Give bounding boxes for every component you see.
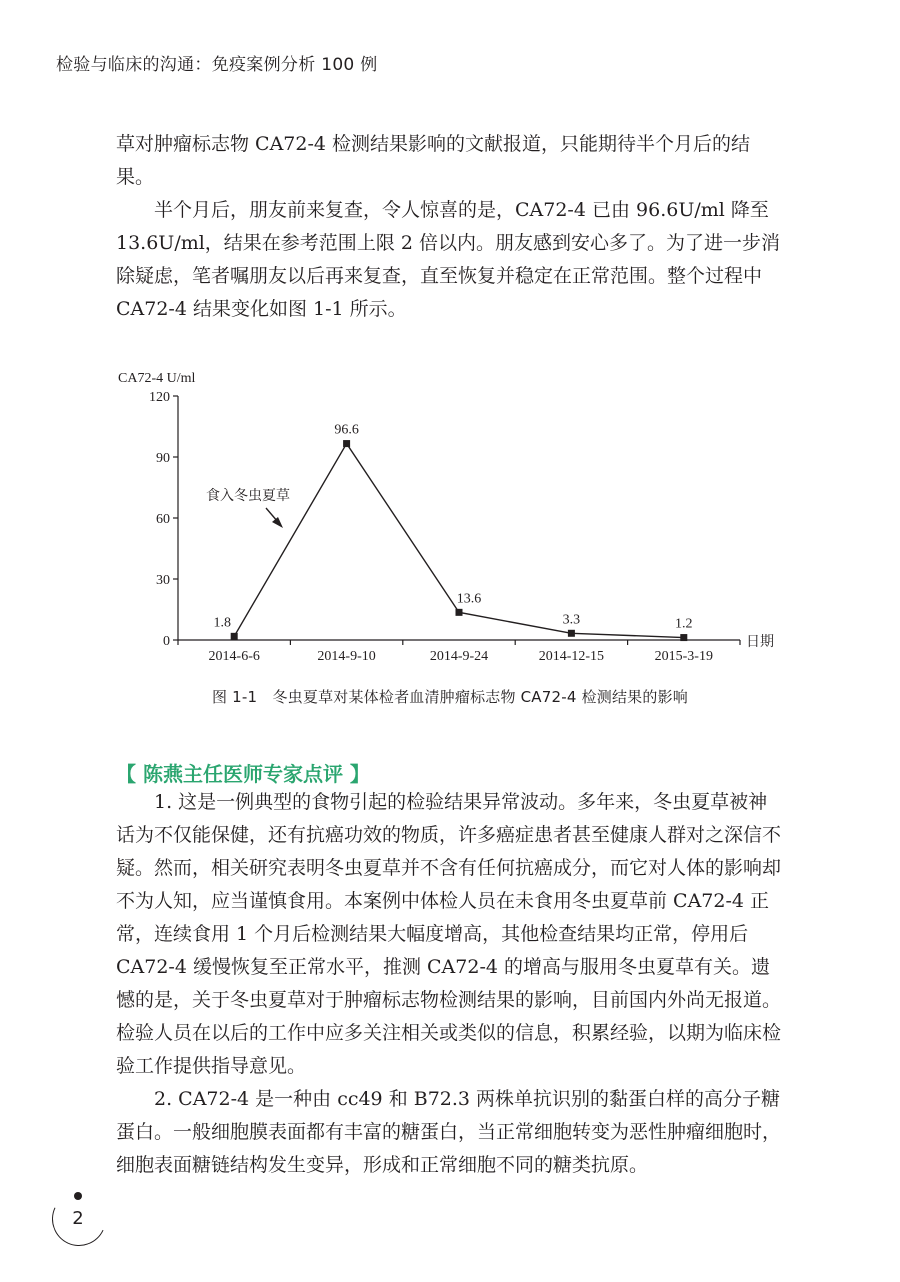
x-axis-label: 日期 [746, 635, 774, 650]
figure-caption: 图 1-1 冬虫夏草对某体检者血清肿瘤标志物 CA72-4 检测结果的影响 [212, 688, 688, 706]
y-tick-label: 30 [156, 573, 170, 588]
x-tick-label: 2014-9-10 [317, 649, 376, 664]
y-tick-label: 60 [156, 512, 170, 527]
body-text-review [116, 786, 784, 1182]
data-label: 13.6 [456, 591, 482, 607]
data-label: 3.3 [562, 612, 581, 628]
series-line [234, 444, 684, 638]
data-point [456, 609, 463, 616]
y-axis-label: CA72-4 U/ml [118, 371, 196, 386]
y-tick-label: 90 [156, 451, 170, 466]
body-text-top [116, 128, 784, 326]
axes [149, 390, 740, 664]
data-point [568, 630, 575, 637]
data-label: 96.6 [334, 422, 359, 438]
section-heading: 【 陈燕主任医师专家点评 】 [116, 762, 370, 786]
chart-marks [213, 423, 692, 641]
x-tick-label: 2014-9-24 [429, 649, 489, 664]
data-label: 1.8 [213, 615, 231, 631]
page-number-dot [74, 1192, 82, 1200]
annotation-arrow [266, 508, 283, 528]
paragraph: 草对肿瘤标志物 CA72-4 检测结果影响的文献报道，只能期待半个月后的结果。 [116, 133, 751, 188]
data-label: 1.2 [675, 616, 693, 632]
annotation-label: 食入冬虫夏草 [206, 489, 290, 504]
paragraph: 1. 这是一例典型的食物引起的检验结果异常波动。多年来，冬虫夏草被神话为不仅能保健，还有抗癌功效的物质，许多癌症患者甚至健康人群对之深信不疑。然而，相关研究表明冬虫夏草并不含有任何抗癌成分，而它对人体的影响却不为人知，应当谨慎食用。本案例中体检人员在未食用冬虫夏草前 CA72-4 正常，连续食用 1 个月后检测结果大幅度增高，其他检查结果均正常，停用后 CA72-4 缓慢恢复至正常水平，推测 CA72-4 的增高与服用冬虫夏草有关。遗憾的是，关于冬虫夏草对于肿瘤标志物检测结果的影响，目前国内外尚无报道。检验人员在以后的工作中应多关注相关或类似的信息，积累经验，以期为临床检验工作提供指导意见。 [116, 791, 782, 1077]
x-tick-label: 2015-3-19 [654, 649, 713, 664]
x-tick-label: 2014-6-6 [208, 649, 260, 664]
paragraph: 半个月后，朋友前来复查，令人惊喜的是，CA72-4 已由 96.6U/ml 降至 13.6U/ml，结果在参考范围上限 2 倍以内。朋友感到安心多了。为了进一步消除疑虑，笔者嘱朋友以后再来复查，直至恢复并稳定在正常范围。整个过程中 CA72-4 结果变化如图 1-1 所示。 [116, 199, 780, 320]
data-point [231, 633, 238, 640]
chart-svg [100, 360, 800, 680]
y-tick-label: 120 [149, 390, 170, 405]
data-point [680, 634, 687, 641]
paragraph: 2. CA72-4 是一种由 cc49 和 B72.3 两株单抗识别的黏蛋白样的高分子糖蛋白。一般细胞膜表面都有丰富的糖蛋白，当正常细胞转变为恶性肿瘤细胞时，细胞表面糖链结构发生变异，形成和正常细胞不同的糖类抗原。 [116, 1088, 782, 1176]
page-number: 2 [72, 1208, 84, 1229]
y-tick-label: 0 [163, 634, 170, 649]
data-point [343, 440, 350, 447]
x-tick-label: 2014-12-15 [538, 649, 605, 664]
ca72-4-line-chart [100, 360, 800, 680]
running-header: 检验与临床的沟通：免疫案例分析 100 例 [56, 55, 378, 75]
